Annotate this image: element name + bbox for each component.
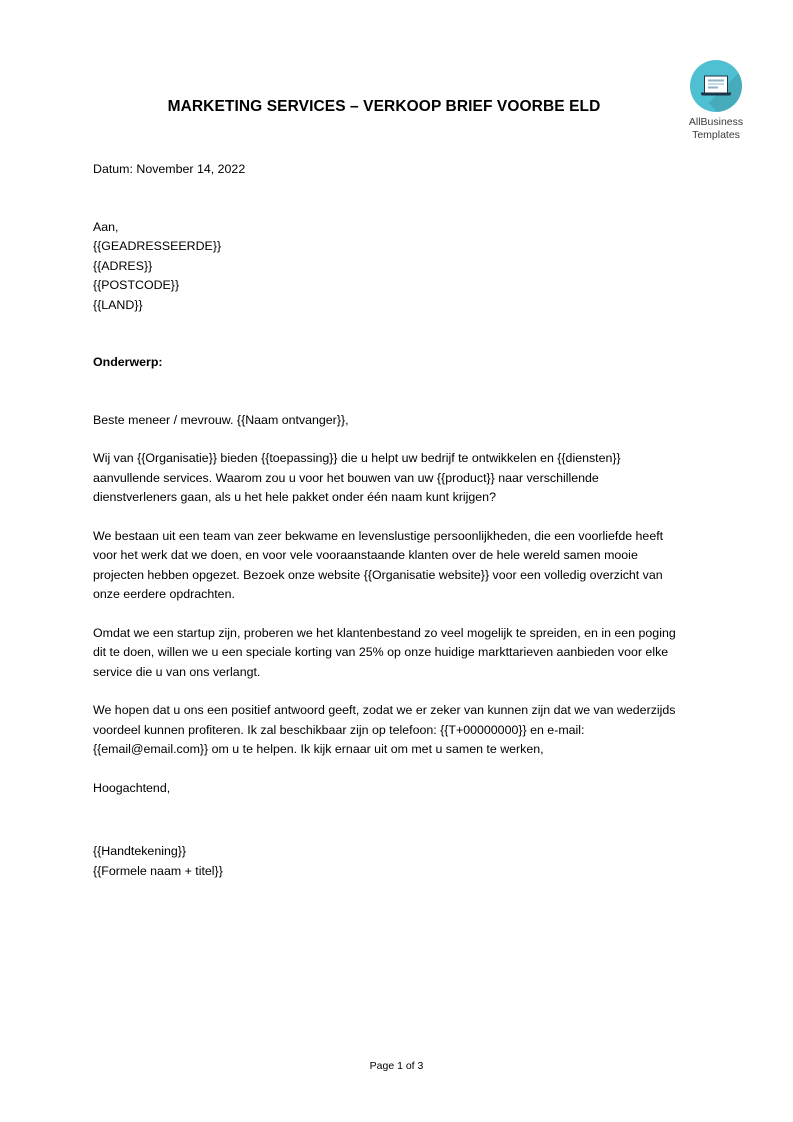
address-line-country: {{LAND}} bbox=[93, 297, 143, 312]
body-paragraph-2: We bestaan uit een team van zeer bekwame en levenslustige persoonlijkheden, die een voorliefde heeft voor het werk dat we doen, en voor vele vooraanstaande klanten over de hele wereld samen mooie projecten hebben opgezet. Bezoek onze website {{Organisatie website}} voor een volledig overzicht van onze eerdere opdrachten. bbox=[93, 528, 664, 601]
spacer bbox=[93, 373, 676, 411]
spacer bbox=[93, 760, 676, 779]
page-title: MARKETING SERVICES – VERKOOP BRIEF VOORBE ELD bbox=[167, 98, 601, 115]
subject-label: Onderwerp: bbox=[93, 355, 163, 369]
closing-line: Hoogachtend, bbox=[93, 780, 171, 795]
signature-name-title: {{Formele naam + titel}} bbox=[93, 863, 223, 878]
signature-placeholder: {{Handtekening}} bbox=[93, 844, 187, 858]
date-line: Datum: November 14, 2022 bbox=[93, 162, 246, 176]
spacer bbox=[93, 315, 676, 353]
spacer bbox=[93, 430, 676, 449]
address-line-postcode: {{POSTCODE}} bbox=[93, 278, 180, 292]
screen-line bbox=[708, 80, 724, 82]
brand-name bbox=[668, 116, 764, 141]
body-paragraph-1: Wij van {{Organisatie}} bieden {{toepassing}} die u helpt uw bedrijf te ontwikkelen en {{diensten}} aanvullende services. Waarom zou u voor het bouwen van uw {{product}} naar verschillende dienstverleners gaan, als u het hele pakket onder één naam kunt krijgen? bbox=[93, 451, 621, 504]
screen-line bbox=[708, 83, 724, 85]
address-line-addressee: {{GEADRESSEERDE}} bbox=[93, 239, 222, 253]
greeting-line: Beste meneer / mevrouw. {{Naam ontvanger}}, bbox=[93, 412, 349, 427]
page-footer: Page 1 of 3 bbox=[369, 1060, 424, 1072]
brand-name-line1: AllBusiness bbox=[688, 116, 744, 128]
laptop-base bbox=[701, 93, 731, 96]
brand-logo bbox=[668, 60, 764, 141]
brand-name-line2: Templates bbox=[692, 128, 740, 141]
spacer bbox=[93, 682, 676, 701]
spacer bbox=[93, 180, 676, 218]
laptop-icon bbox=[690, 60, 742, 112]
body-paragraph-4: We hopen dat u ons een positief antwoord geeft, zodat we er zeker van kunnen zijn dat we van wederzijds voordeel kunnen profiteren. Ik zal beschikbaar zijn op telefoon: {{T+00000000}} en e-mail: {{email@email.com}} om u te helpen. Ik kijk ernaar uit om met u samen te werken, bbox=[93, 703, 676, 756]
letter-body bbox=[93, 160, 676, 881]
spacer bbox=[93, 605, 676, 624]
laptop-screen bbox=[704, 76, 728, 93]
laptop-glyph bbox=[701, 76, 731, 96]
screen-line bbox=[708, 87, 718, 89]
body-paragraph-3: Omdat we een startup zijn, proberen we het klantenbestand zo veel mogelijk te spreiden, en in een poging dit te doen, willen we u een speciale korting van 25% op onze huidige markttarieven aanbieden voor elke service die u van ons verlangt. bbox=[93, 625, 676, 679]
address-line-street: {{ADRES}} bbox=[93, 258, 153, 273]
spacer bbox=[93, 508, 676, 527]
spacer bbox=[93, 798, 676, 842]
address-salutation: Aan, bbox=[93, 219, 119, 234]
